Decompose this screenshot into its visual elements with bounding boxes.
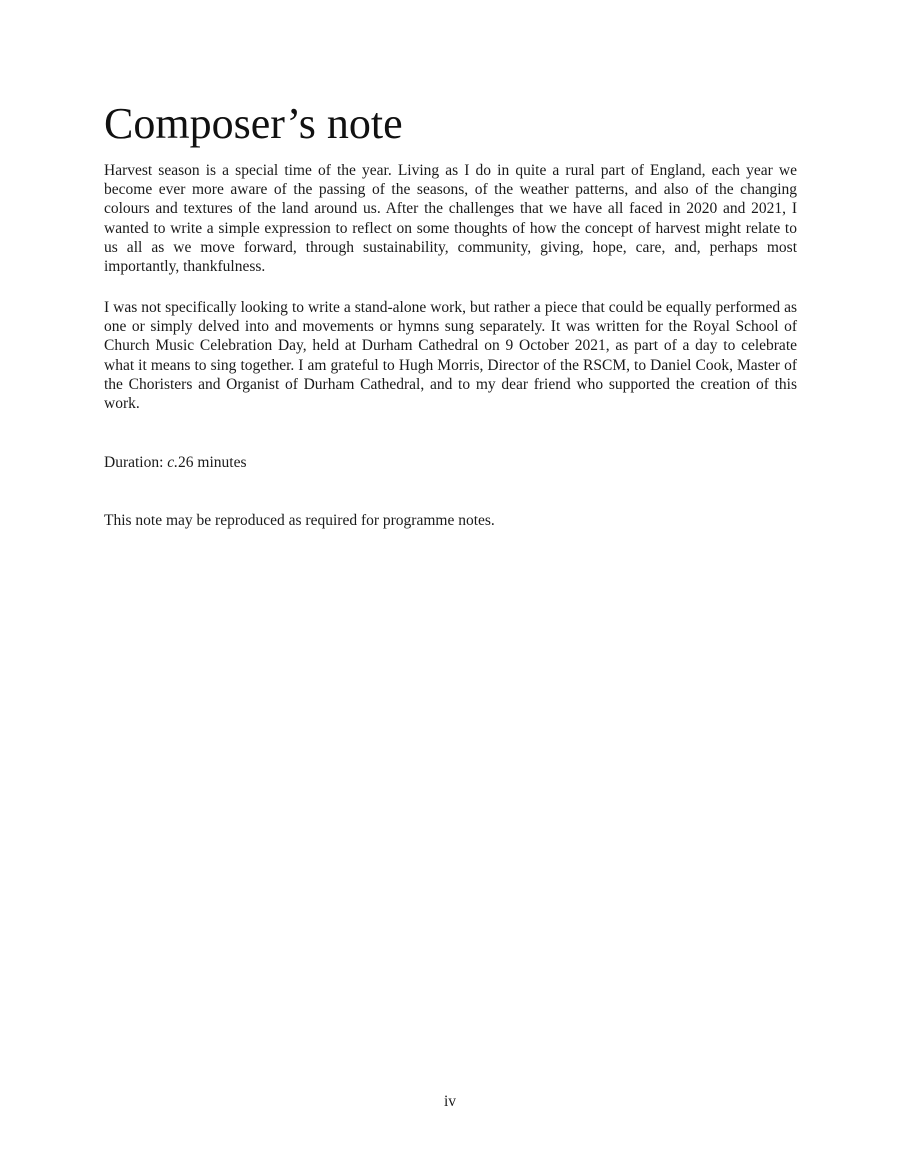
reproduction-note: This note may be reproduced as required for programme notes. (104, 512, 495, 529)
page-number: iv (443, 1093, 457, 1110)
duration-value: 26 minutes (178, 454, 247, 471)
duration-line (104, 453, 247, 472)
body-paragraph-commission: I was not specifically looking to write a stand-alone work, but rather a piece that could be equally performed as one or simply delved into and movements or hymns sung separately. It was written for the Royal School of Church Music Celebration Day, held at Durham Cathedral on 9 October 2021, as part of a day to celebrate what it means to sing together. I am grateful to Hugh Morris, Director of the RSCM, to Daniel Cook, Master of the Choristers and Organist of Durham Cathedral, and to my dear friend who supported the creation of this work. (104, 299, 797, 413)
page-title: Composer’s note (104, 99, 403, 148)
body-paragraph-harvest: Harvest season is a special time of the year. Living as I do in quite a rural part of England, each year we become ever more aware of the passing of the seasons, of the weather patterns, and also of the changing colours and textures of the land around us. After the challenges that we have all faced in 2020 and 2021, I wanted to write a simple expression to reflect on some thoughts of how the concept of harvest might relate to us all as we move forward, through sustainability, community, giving, hope, care, and, perhaps most importantly, thankfulness. (104, 162, 797, 276)
duration-label: Duration: (104, 454, 168, 471)
duration-approx: c. (167, 454, 179, 471)
